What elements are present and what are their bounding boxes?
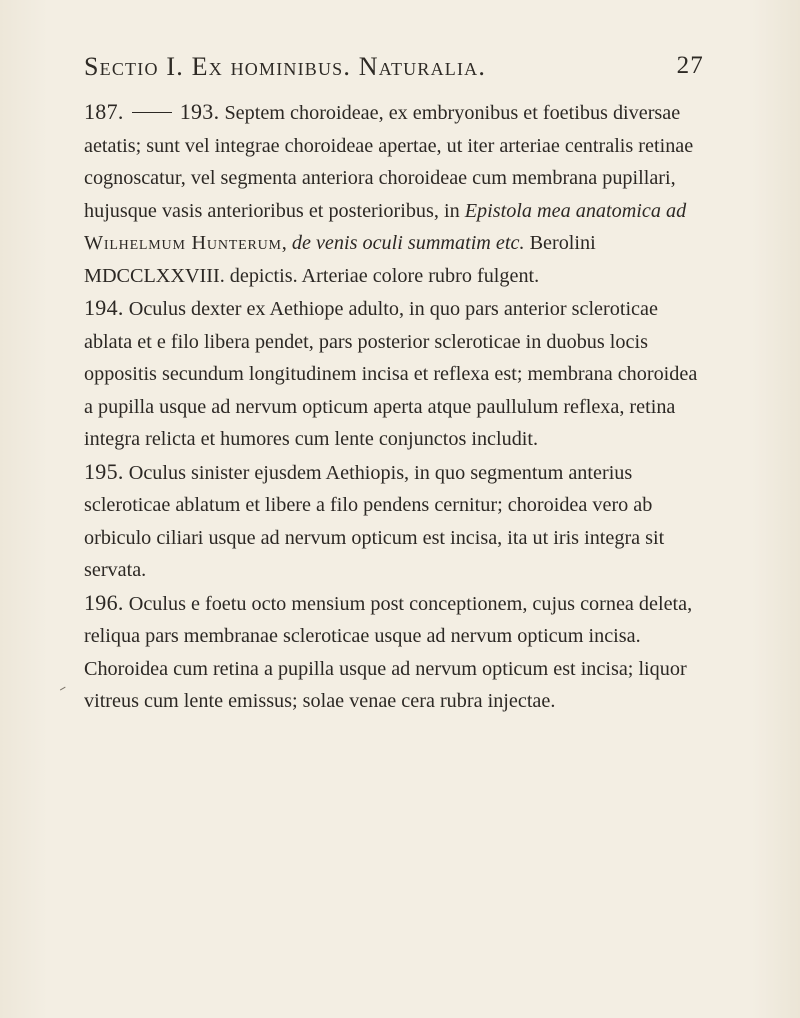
range-dash [132,112,172,113]
entry-number: 194. [84,295,124,320]
entry-187-193 [84,96,704,292]
page-header [84,52,704,92]
ink-speck [60,687,66,692]
entry-195 [84,456,704,587]
entry-text: Oculus e foetu octo mensium post conceptionem, cujus cornea deleta, reliqua pars membranae scleroticae usque ad nervum opticum incisa. Choroidea cum retina a pupilla usque ad nervum opticum est incisa; liquor vitreus cum lente emissus; solae venae cera rubra injectae. [84,592,693,712]
entry-text-italic: Epistola mea anatomica ad [464,199,687,222]
running-head: Sectio I. Ex hominibus. Naturalia. [84,52,487,81]
entry-194 [84,292,704,456]
entry-text-italic-2: de venis oculi summatim etc. [291,232,525,254]
entry-text: Septem choroideae, ex embryonibus et foetibus diversae aetatis; sunt vel integrae choroideae apertae, ut iter arteriae centralis retinae cognoscatur, vel segmenta anteriora choroideae cum membrana pupillari, hujusque vasis anterioribus et posterioribus, in [84,102,694,222]
entry-text: Oculus dexter ex Aethiope adulto, in quo pars anterior scleroticae ablata et e filo libera pendet, pars posterior scleroticae in duobus locis oppositis secundum longitudinem incisa et reflexa est; membrana choroidea a pupilla usque ad nervum opticum aperta atque paullulum reflexa, retina integra relicta et humores cum lente conjunctos includit. [84,298,698,450]
entry-name: Wilhelmum Hunterum [84,232,282,254]
entry-196 [84,587,704,718]
entry-text: Oculus sinister ejusdem Aethiopis, in quo segmentum anterius scleroticae ablatum et libere a filo pendens cernitur; choroidea vero ab orbiculo ciliari usque ad nervum opticum est incisa, ita ut iris integra sit servata. [84,461,665,581]
entry-number: 195. [84,458,124,484]
entry-number-end: 193. [179,99,220,124]
page-number: 27 [676,52,704,79]
entry-text-end: Berolini MDCCLXXVIII. depictis. Arteriae colore rubro fulgent. [84,232,596,287]
entry-number: 196. [84,589,124,615]
body-text [84,96,704,718]
entry-separator: , [281,232,292,254]
entry-number: 187. [84,99,124,124]
